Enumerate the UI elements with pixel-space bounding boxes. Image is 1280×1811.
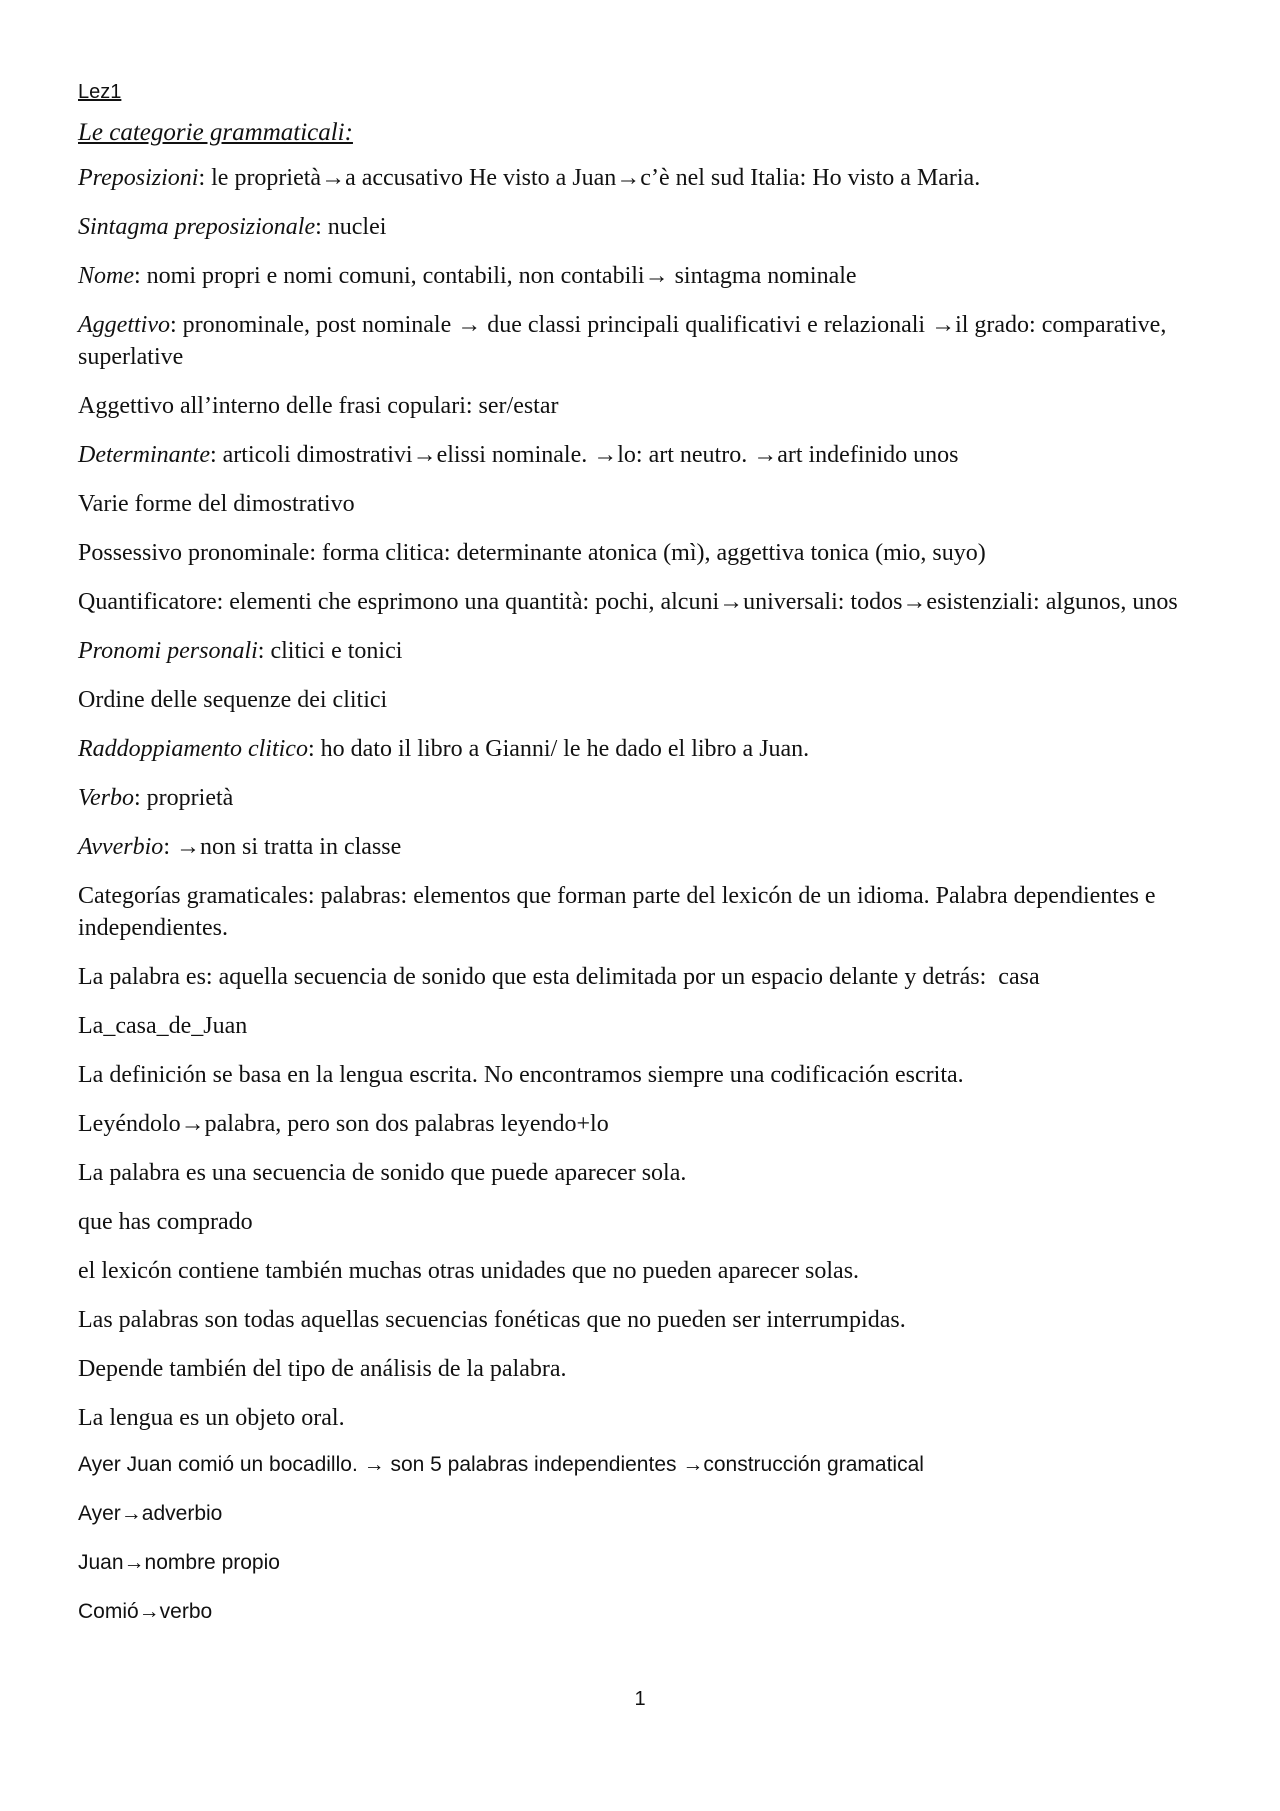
paragraph-text: que has comprado: [78, 1209, 253, 1235]
paragraph: [78, 1157, 1180, 1189]
paragraph: [78, 635, 1180, 667]
paragraph-list: [78, 162, 1180, 1434]
paragraph-text: : ho dato il libro a Gianni/ le he dado el libro a Juan.: [307, 736, 810, 762]
page-number: 1: [634, 1688, 646, 1710]
paragraph-text: : →non si tratta in classe: [163, 834, 402, 860]
paragraph-text: Ordine delle sequenze dei clitici: [78, 687, 388, 713]
term-label: Aggettivo: [78, 312, 170, 338]
paragraph: [78, 684, 1180, 716]
paragraph: [78, 1255, 1180, 1287]
paragraph: [78, 733, 1180, 765]
paragraph: [78, 831, 1180, 863]
paragraph-text: La_casa_de_Juan: [78, 1013, 248, 1039]
paragraph: [78, 537, 1180, 569]
example-line: Juan→nombre propio: [78, 1551, 280, 1574]
paragraph-text: Las palabras son todas aquellas secuencias fonéticas que no pueden ser interrumpidas.: [78, 1307, 906, 1333]
paragraph-text: : nomi propri e nomi comuni, contabili, non contabili→ sintagma nominale: [134, 263, 857, 289]
paragraph-text: Depende también del tipo de análisis de la palabra.: [78, 1356, 567, 1382]
example-line: Comió→verbo: [78, 1600, 213, 1623]
term-label: Avverbio: [78, 834, 164, 860]
paragraph: [78, 961, 1180, 993]
paragraph: [78, 1304, 1180, 1336]
paragraph: [78, 1402, 1180, 1434]
term-label: Preposizioni: [78, 165, 199, 191]
paragraph-text: : le proprietà→a accusativo He visto a Juan→c’è nel sud Italia: Ho visto a Maria.: [198, 165, 981, 191]
paragraph: [78, 390, 1180, 422]
paragraph: [78, 488, 1180, 520]
paragraph: [78, 586, 1180, 618]
paragraph: [78, 162, 1180, 194]
paragraph-text: Varie forme del dimostrativo: [78, 491, 355, 517]
paragraph-text: Aggettivo all’interno delle frasi copulari: ser/estar: [78, 393, 559, 419]
document-header: Lez1: [78, 81, 122, 103]
paragraph: [78, 782, 1180, 814]
paragraph: [78, 1206, 1180, 1238]
paragraph: [78, 211, 1180, 243]
term-label: Verbo: [78, 785, 134, 811]
paragraph: [78, 309, 1180, 373]
example-line: Ayer→adverbio: [78, 1502, 223, 1525]
example-list: [78, 1451, 1180, 1626]
term-label: Sintagma preposizionale: [78, 214, 316, 240]
paragraph: [78, 260, 1180, 292]
paragraph-text: La palabra es: aquella secuencia de sonido que esta delimitada por un espacio delante y detrás: casa: [78, 964, 1040, 990]
paragraph-text: : proprietà: [134, 785, 234, 811]
paragraph-text: Quantificatore: elementi che esprimono una quantità: pochi, alcuni→universali: todos→esistenziali: algunos, unos: [78, 589, 1178, 615]
paragraph-text: : clitici e tonici: [257, 638, 403, 664]
term-label: Raddoppiamento clitico: [78, 736, 308, 762]
paragraph: [78, 1353, 1180, 1385]
paragraph: [78, 880, 1180, 944]
term-label: Nome: [78, 263, 134, 289]
paragraph-text: Categorías gramaticales: palabras: elementos que forman parte del lexicón de un idioma. Palabra dependientes e independientes.: [78, 883, 1162, 941]
paragraph-text: : articoli dimostrativi→elissi nominale. →lo: art neutro. →art indefinido unos: [209, 442, 959, 468]
paragraph-text: : pronominale, post nominale → due classi principali qualificativi e relazionali →il grado: comparative, superlative: [78, 312, 1173, 370]
paragraph-text: La palabra es una secuencia de sonido que puede aparecer sola.: [78, 1160, 687, 1186]
term-label: Pronomi personali: [78, 638, 258, 664]
example-line: Ayer Juan comió un bocadillo. → son 5 palabras independientes →construcción gramatical: [78, 1453, 924, 1476]
paragraph: [78, 439, 1180, 471]
paragraph-text: La lengua es un objeto oral.: [78, 1405, 345, 1431]
term-label: Determinante: [78, 442, 210, 468]
paragraph-text: el lexicón contiene también muchas otras unidades que no pueden aparecer solas.: [78, 1258, 860, 1284]
paragraph-text: Possessivo pronominale: forma clitica: determinante atonica (mì), aggettiva tonica (mio, suyo): [78, 540, 986, 566]
page-title: Le categorie grammaticali:: [78, 119, 353, 146]
paragraph-text: : nuclei: [315, 214, 387, 240]
paragraph-text: La definición se basa en la lengua escrita. No encontramos siempre una codificación escrita.: [78, 1062, 964, 1088]
paragraph-text: Leyéndolo→palabra, pero son dos palabras leyendo+lo: [78, 1111, 609, 1137]
paragraph: [78, 1059, 1180, 1091]
paragraph: [78, 1108, 1180, 1140]
paragraph: [78, 1010, 1180, 1042]
